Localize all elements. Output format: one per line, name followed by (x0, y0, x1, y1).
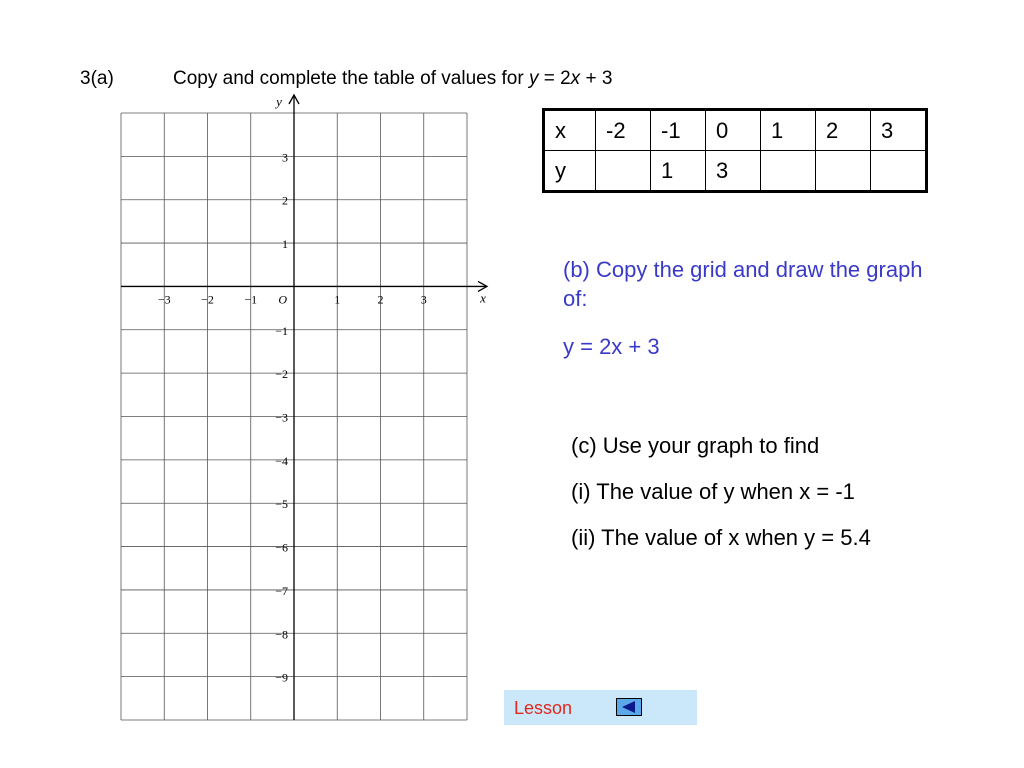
table-of-values (542, 108, 928, 193)
question-var-y: y (528, 68, 539, 89)
question-text-prefix: Copy and complete the table of values for (173, 68, 529, 89)
y-tick-label: 2 (282, 193, 288, 208)
table-cell (816, 151, 871, 192)
y-tick-label: −1 (275, 323, 288, 338)
table-cell: 1 (761, 110, 816, 151)
question-text-mid: = 2 (538, 68, 571, 89)
table-cell: x (544, 110, 596, 151)
table-cell: 3 (871, 110, 927, 151)
y-tick-label: −2 (275, 367, 288, 382)
question-number: 3(a) (80, 68, 114, 89)
question-var-x: x (570, 68, 581, 89)
table-cell: 0 (706, 110, 761, 151)
table-cell (761, 151, 816, 192)
part-b-instruction (563, 255, 943, 361)
y-axis-label: y (276, 94, 282, 109)
y-tick-label: −9 (275, 670, 288, 685)
table-cell (871, 151, 927, 192)
part-b-equation: y = 2x + 3 (563, 334, 660, 359)
table-cell (596, 151, 651, 192)
lesson-nav-bar (504, 690, 697, 725)
back-arrow-icon (617, 699, 641, 715)
origin-label: O (278, 292, 287, 307)
y-tick-label: −6 (275, 540, 288, 555)
x-axis-label: x (480, 290, 486, 306)
x-tick-label: 2 (377, 292, 384, 307)
part-b-text: (b) Copy the grid and draw the graph of: (563, 257, 923, 311)
y-tick-label: −5 (275, 497, 288, 512)
back-arrow-button[interactable] (616, 698, 642, 716)
part-c-intro: (c) Use your graph to find (571, 433, 820, 458)
question-text-suffix: + 3 (580, 68, 613, 89)
y-tick-label: 3 (282, 150, 288, 165)
x-tick-label: −2 (201, 292, 214, 307)
table-cell: 3 (706, 151, 761, 192)
table-cell: -2 (596, 110, 651, 151)
y-tick-label: −8 (275, 627, 288, 642)
x-tick-label: −1 (244, 292, 258, 307)
part-c-item-ii: (ii) The value of x when y = 5.4 (571, 525, 871, 550)
table-row-x (544, 110, 927, 151)
table-cell: y (544, 151, 596, 192)
x-tick-label: 1 (334, 292, 341, 307)
y-tick-label: 1 (282, 237, 288, 252)
table-cell: 1 (651, 151, 706, 192)
table-row-y (544, 151, 927, 192)
part-c-item-i: (i) The value of y when x = -1 (571, 479, 855, 504)
x-tick-label: −3 (157, 292, 171, 307)
part-c-instruction (571, 431, 871, 569)
y-tick-label: −7 (275, 583, 288, 598)
lesson-link[interactable]: Lesson (514, 698, 573, 718)
table-cell: 2 (816, 110, 871, 151)
table-cell: -1 (651, 110, 706, 151)
x-tick-label: 3 (420, 292, 427, 307)
y-tick-label: −4 (275, 453, 288, 468)
y-tick-label: −3 (275, 410, 288, 425)
